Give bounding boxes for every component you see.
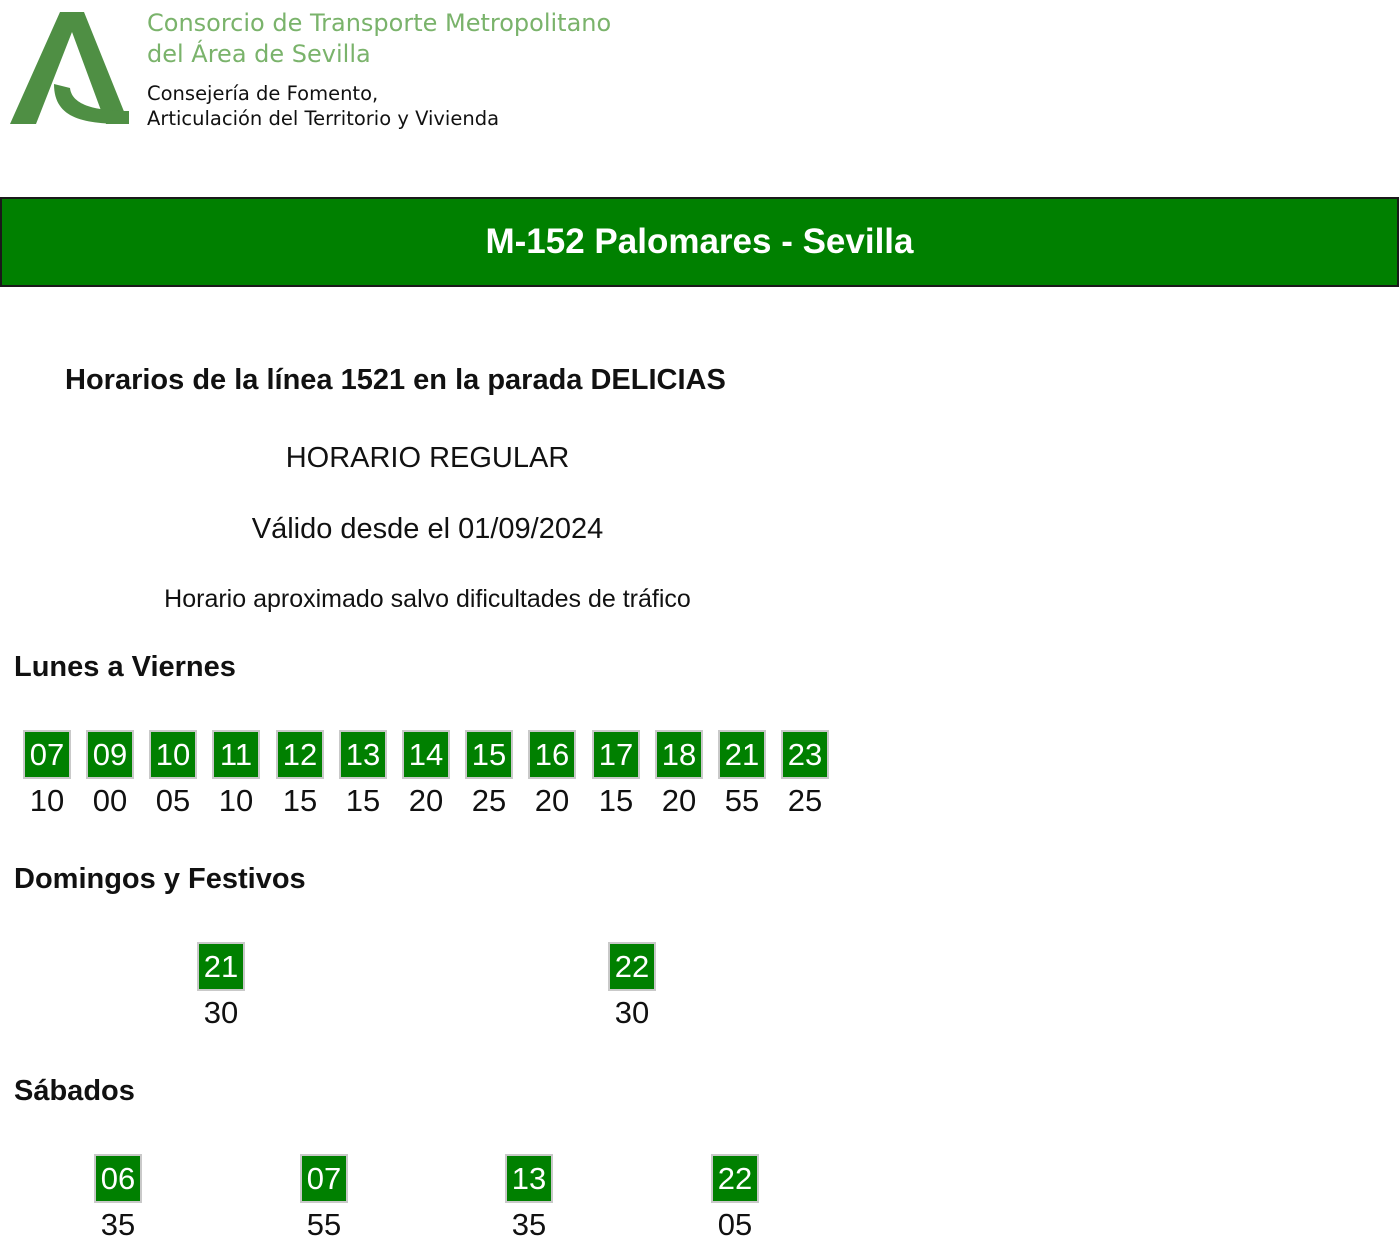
- minute-cell: 30: [614, 995, 650, 1030]
- minute-cell: 35: [511, 1207, 547, 1242]
- departure-weekdays: [528, 730, 576, 821]
- minute-cell: 05: [155, 783, 191, 818]
- departure-weekdays: [465, 730, 513, 821]
- departure-weekdays: [23, 730, 71, 821]
- minute-cell: 15: [282, 783, 318, 818]
- departure-weekdays: [592, 730, 640, 821]
- hour-cell: 22: [711, 1154, 759, 1203]
- departure-weekdays: [86, 730, 134, 821]
- departure-weekdays: [212, 730, 260, 821]
- minute-cell: 35: [100, 1207, 136, 1242]
- departure-sundays: [608, 942, 656, 1033]
- hour-cell: 21: [718, 730, 766, 779]
- dept-line-1: Consejería de Fomento,: [147, 82, 379, 105]
- department-name: [147, 81, 707, 131]
- minute-cell: 20: [408, 783, 444, 818]
- departure-weekdays: [276, 730, 324, 821]
- organization-name: [147, 8, 707, 70]
- hour-cell: 13: [339, 730, 387, 779]
- departure-saturdays: [94, 1154, 142, 1245]
- route-title: M-152 Palomares - Sevilla: [485, 222, 914, 261]
- junta-andalucia-logo-icon: [10, 12, 132, 126]
- hour-cell: 22: [608, 942, 656, 991]
- departure-weekdays: [402, 730, 450, 821]
- schedule-type: HORARIO REGULAR: [285, 442, 570, 474]
- minute-cell: 10: [29, 783, 65, 818]
- minute-cell: 20: [661, 783, 697, 818]
- org-name-line-1: Consorcio de Transporte Metropolitano: [147, 9, 612, 37]
- hour-cell: 15: [465, 730, 513, 779]
- section-title-saturdays: Sábados: [14, 1075, 135, 1107]
- hour-cell: 11: [212, 730, 260, 779]
- minute-cell: 55: [306, 1207, 342, 1242]
- hour-cell: 14: [402, 730, 450, 779]
- hour-cell: 12: [276, 730, 324, 779]
- departure-weekdays: [339, 730, 387, 821]
- departure-weekdays: [718, 730, 766, 821]
- minute-cell: 10: [218, 783, 254, 818]
- hour-cell: 23: [781, 730, 829, 779]
- minute-cell: 25: [471, 783, 507, 818]
- route-banner: [0, 197, 1399, 287]
- departure-saturdays: [505, 1154, 553, 1245]
- hour-cell: 21: [197, 942, 245, 991]
- minute-cell: 15: [345, 783, 381, 818]
- valid-from-date: Válido desde el 01/09/2024: [251, 513, 604, 545]
- minute-cell: 05: [717, 1207, 753, 1242]
- departure-weekdays: [655, 730, 703, 821]
- section-title-weekdays: Lunes a Viernes: [14, 651, 236, 683]
- minute-cell: 15: [598, 783, 634, 818]
- minute-cell: 55: [724, 783, 760, 818]
- minute-cell: 00: [92, 783, 128, 818]
- hour-cell: 07: [23, 730, 71, 779]
- hour-cell: 13: [505, 1154, 553, 1203]
- traffic-note: Horario aproximado salvo dificultades de tráfico: [164, 585, 691, 613]
- minute-cell: 20: [534, 783, 570, 818]
- minute-cell: 30: [203, 995, 239, 1030]
- section-title-sundays: Domingos y Festivos: [14, 863, 306, 895]
- org-name-line-2: del Área de Sevilla: [147, 40, 371, 68]
- hour-cell: 07: [300, 1154, 348, 1203]
- hour-cell: 17: [592, 730, 640, 779]
- departure-saturdays: [300, 1154, 348, 1245]
- hour-cell: 09: [86, 730, 134, 779]
- departure-weekdays: [149, 730, 197, 821]
- hour-cell: 06: [94, 1154, 142, 1203]
- dept-line-2: Articulación del Territorio y Vivienda: [147, 107, 500, 130]
- minute-cell: 25: [787, 783, 823, 818]
- departure-saturdays: [711, 1154, 759, 1245]
- page-heading: Horarios de la línea 1521 en la parada DELICIAS: [65, 364, 726, 396]
- hour-cell: 10: [149, 730, 197, 779]
- hour-cell: 16: [528, 730, 576, 779]
- departure-weekdays: [781, 730, 829, 821]
- departure-sundays: [197, 942, 245, 1033]
- hour-cell: 18: [655, 730, 703, 779]
